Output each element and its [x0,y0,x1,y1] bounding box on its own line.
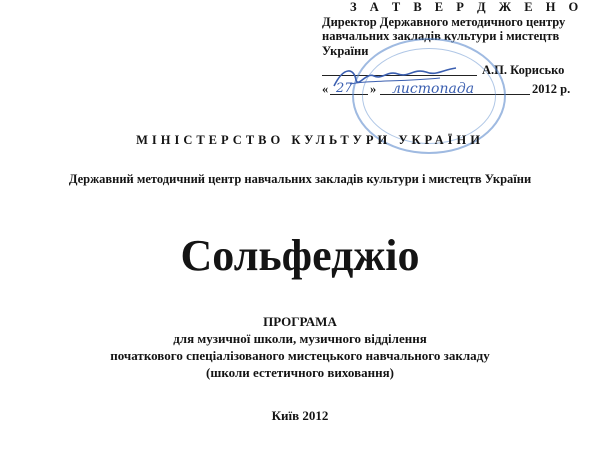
date-day: 27 [336,80,353,96]
approval-line-1: Директор Державного методичного центру [322,14,566,29]
date-open-quote: « [322,81,329,96]
program-line-2: початкового спеціалізованого мистецького навчального закладу [110,348,490,363]
program-line-1: для музичної школи, музичного відділення [173,331,427,346]
handwritten-signature [330,62,460,94]
approval-heading: З А Т В Е Р Д Ж Е Н О [350,0,584,14]
program-line-3: (школи естетичного виховання) [206,365,394,380]
ministry-name: МІНІСТЕРСТВО КУЛЬТУРИ УКРАЇНИ [136,133,484,147]
date-close-quote: » [370,81,377,96]
approval-line-3: України [322,43,369,58]
document-title: Сольфеджіо [180,231,420,280]
signatory-name: А.П. Корисько [482,62,565,77]
program-block [0,313,600,381]
date-year: 2012 р. [532,81,571,96]
city-year: Київ 2012 [271,408,329,423]
center-name: Державний методичний центр навчальних закладів культури і мистецтв України [68,172,532,186]
date-month: листопада [392,80,475,97]
program-heading: ПРОГРАМА [263,314,337,329]
approval-line-2: навчальних закладів культури і мистецтв [322,29,560,43]
